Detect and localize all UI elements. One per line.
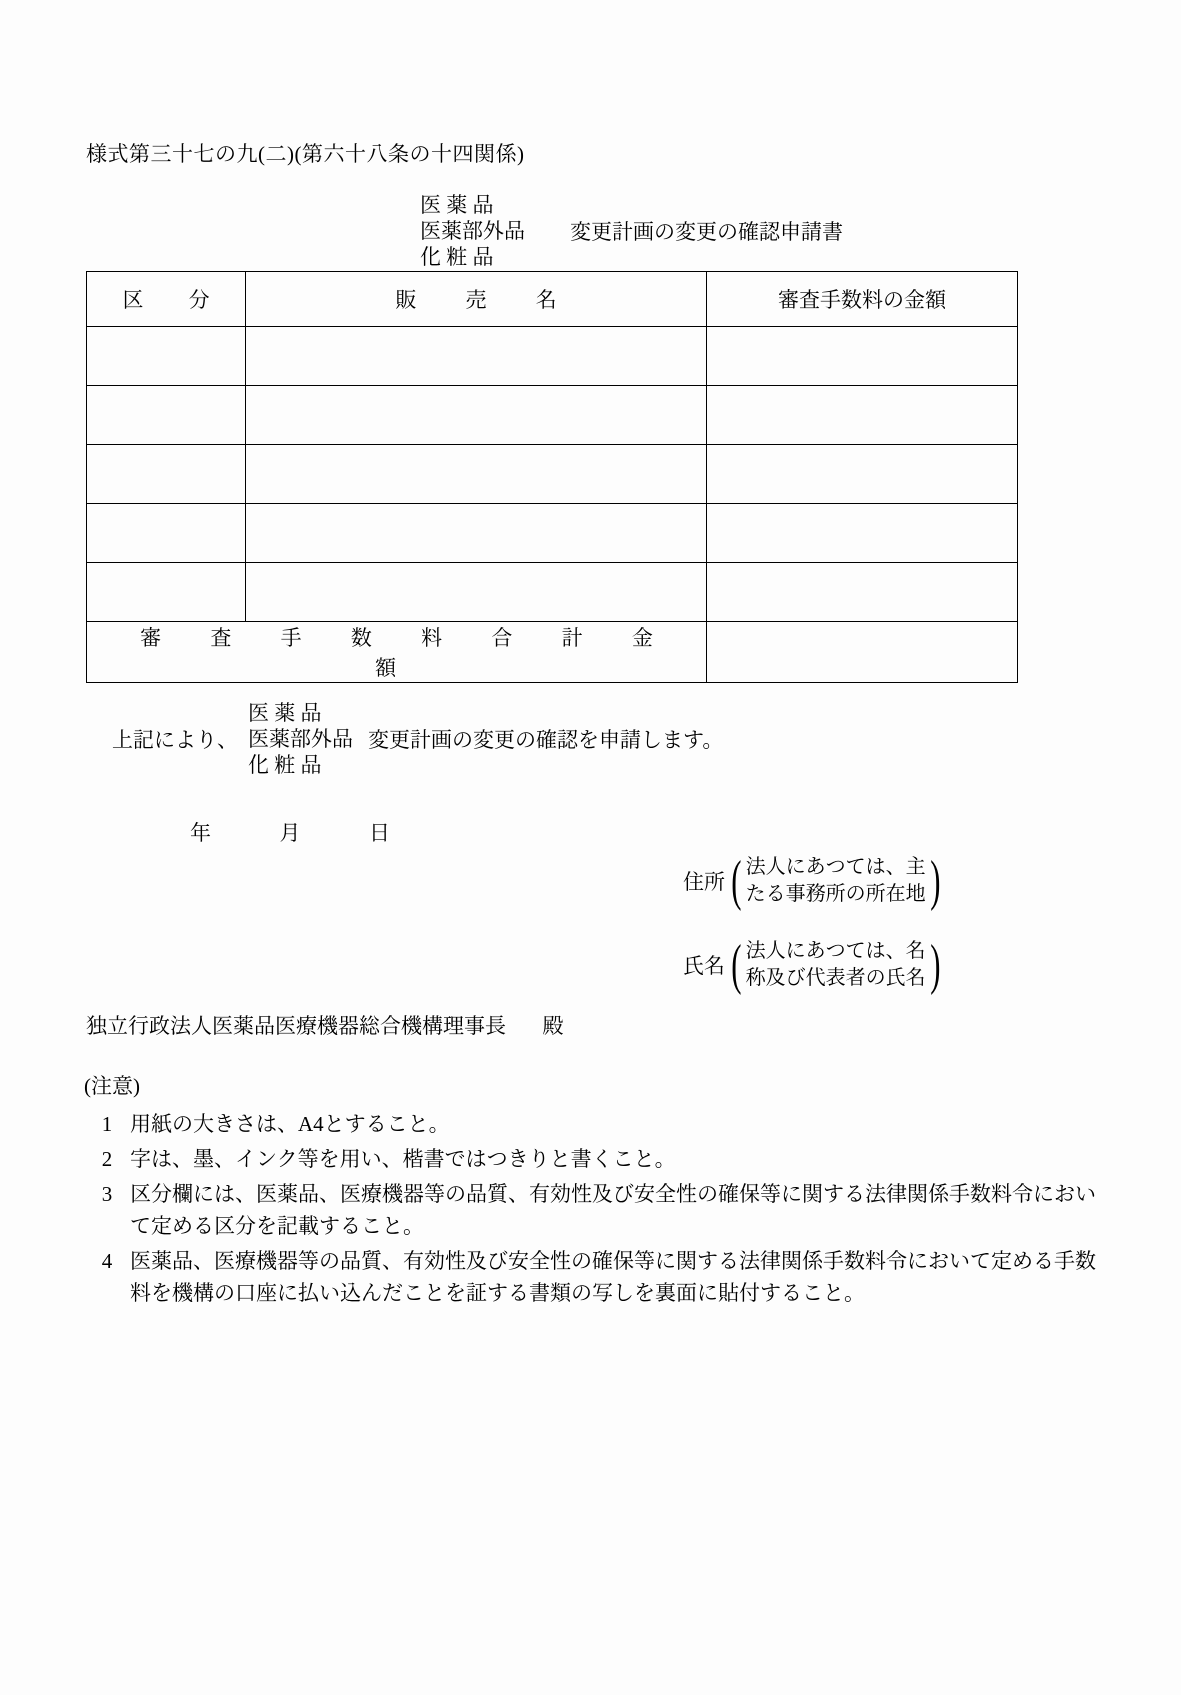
declaration-block: [112, 700, 723, 778]
name-note-line-2: 称及び代表者の氏名: [745, 967, 926, 989]
cell-kubun[interactable]: [87, 386, 246, 445]
note-item: [84, 1108, 1104, 1140]
cell-hanbaimei[interactable]: [246, 327, 707, 386]
address-note-line-1: 法人にあつては、主: [745, 856, 926, 878]
declaration-lead: 上記により、: [112, 728, 238, 752]
total-value-cell[interactable]: [707, 622, 1018, 683]
date-day-label: 日: [369, 821, 390, 845]
table-row[interactable]: [87, 445, 1018, 504]
form-number-label: 様式第三十七の九(二)(第六十八条の十四関係): [86, 142, 525, 166]
cell-kubun[interactable]: [87, 504, 246, 563]
note-item: [84, 1143, 1104, 1175]
bracket-open-icon: (: [731, 934, 742, 996]
address-note: [746, 854, 926, 908]
cell-kingaku[interactable]: [707, 445, 1018, 504]
declaration-category-1: 医薬部外品: [248, 727, 353, 751]
note-number: 1: [101, 1112, 113, 1136]
date-year-label: 年: [190, 821, 211, 845]
table-row[interactable]: [87, 386, 1018, 445]
cell-hanbaimei[interactable]: [246, 386, 707, 445]
title-category-2: 化 粧 品: [420, 245, 494, 269]
table-row[interactable]: [87, 504, 1018, 563]
declaration-category-0: 医 薬 品: [248, 701, 322, 725]
title-category-stack: [420, 192, 532, 270]
date-line[interactable]: [190, 817, 390, 847]
notes-heading: (注意): [84, 1074, 140, 1098]
bracket-close-icon: ): [929, 934, 941, 996]
cell-kubun[interactable]: [87, 563, 246, 622]
note-item: [84, 1245, 1104, 1309]
note-number: 3: [101, 1182, 113, 1206]
cell-kingaku[interactable]: [707, 504, 1018, 563]
addressee-honorific: 殿: [542, 1014, 564, 1038]
cell-hanbaimei[interactable]: [246, 563, 707, 622]
name-label: 氏名: [683, 954, 725, 978]
cell-kingaku[interactable]: [707, 386, 1018, 445]
title-category-0: 医 薬 品: [420, 193, 494, 217]
document-title: [420, 192, 843, 270]
table-row[interactable]: [87, 563, 1018, 622]
name-note-line-1: 法人にあつては、名: [745, 940, 926, 962]
note-text: 字は、墨、インク等を用い、楷書ではつきりと書くこと。: [130, 1147, 676, 1171]
note-text: 医薬品、医療機器等の品質、有効性及び安全性の確保等に関する法律関係手数料令において定める手数料を機構の口座に払い込んだことを証する書類の写しを裏面に貼付すること。: [130, 1249, 1096, 1305]
header-kubun: 区 分: [122, 288, 230, 312]
declaration-category-stack: [248, 700, 360, 778]
bracket-close-icon: ): [929, 850, 941, 912]
cell-hanbaimei[interactable]: [246, 445, 707, 504]
notes-section: [84, 1070, 1104, 1312]
header-kingaku: 審査手数料の金額: [778, 288, 946, 312]
address-field[interactable]: [683, 850, 944, 912]
name-note: [746, 938, 926, 992]
note-number: 4: [101, 1249, 113, 1273]
addressee-line: [86, 1010, 564, 1040]
table-header-row: [87, 272, 1018, 327]
bracket-open-icon: (: [731, 850, 742, 912]
name-field[interactable]: [683, 934, 944, 996]
cell-kubun[interactable]: [87, 327, 246, 386]
cell-kingaku[interactable]: [707, 327, 1018, 386]
note-text: 区分欄には、医薬品、医療機器等の品質、有効性及び安全性の確保等に関する法律関係手数料令において定める区分を記載すること。: [130, 1182, 1096, 1238]
date-month-label: 月: [279, 821, 301, 845]
fee-table: [86, 271, 1018, 683]
table-total-row: [87, 622, 1018, 683]
declaration-tail: 変更計画の変更の確認を申請します。: [368, 728, 724, 752]
declaration-category-2: 化 粧 品: [248, 753, 322, 777]
cell-kubun[interactable]: [87, 445, 246, 504]
table-row[interactable]: [87, 327, 1018, 386]
cell-hanbaimei[interactable]: [246, 504, 707, 563]
title-category-1: 医薬部外品: [420, 219, 525, 243]
note-item: [84, 1178, 1104, 1242]
addressee-organization: 独立行政法人医薬品医療機器総合機構理事長: [86, 1014, 506, 1038]
total-label: 審 査 手 数 料 合 計 金 額: [140, 626, 675, 680]
address-note-line-2: たる事務所の所在地: [745, 883, 926, 905]
note-text: 用紙の大きさは、A4とすること。: [130, 1112, 450, 1136]
address-label: 住所: [683, 870, 725, 894]
header-hanbaimei: 販 売 名: [395, 288, 579, 312]
cell-kingaku[interactable]: [707, 563, 1018, 622]
title-main-text: 変更計画の変更の確認申請書: [570, 220, 843, 244]
note-number: 2: [101, 1147, 113, 1171]
